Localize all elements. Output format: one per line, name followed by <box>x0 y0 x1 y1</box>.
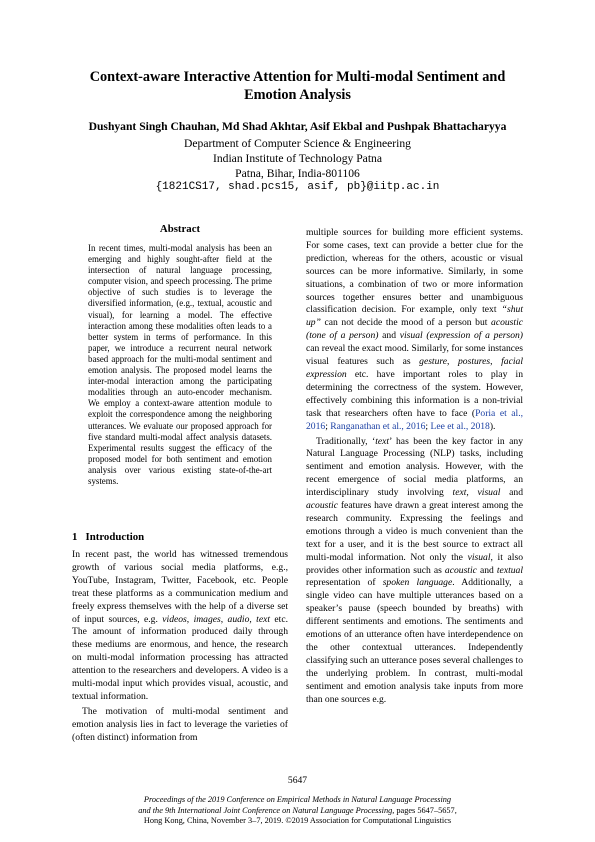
text-run: , <box>490 356 502 368</box>
text-run: ’ has been the key factor in any Natural Language Processing (NLP) tasks, including sentiment and emotion analysis. However, with the recent emergence of social media platforms, an interdisciplinary study involving <box>306 435 523 499</box>
footer-line-3 <box>60 816 535 827</box>
page-number: 5647 <box>287 775 308 786</box>
emph-run: acoustic (tone of a person) <box>306 317 523 342</box>
emph-run: acoustic <box>444 564 477 576</box>
text-run: , <box>447 356 458 368</box>
footer-venue: and the 9th International Joint Conference on Natural Language Processing <box>138 805 393 815</box>
emph-run: spoken language <box>382 577 453 589</box>
affiliation-address: Patna, Bihar, India-801106 <box>235 167 360 180</box>
emph-run: audio <box>227 613 250 625</box>
text-run: and <box>378 330 400 342</box>
text-run: features have drawn a great interest among the research community. Expressing the feelings and emotions through a video is much convenient than the text for a user, and it is the best source to extract all multi-modal information. Not only the <box>306 500 523 563</box>
emph-run: visual (expression of a person) <box>399 330 523 342</box>
text-run: etc. have important roles to play in determining the correctness of the system. However, effectively combining this information is a non-trivial task that researchers often have to face ( <box>306 368 523 419</box>
title-line-2: Emotion Analysis <box>244 87 351 103</box>
footer-copyright: ©2019 Association for Computational Linguistics <box>285 816 452 826</box>
text-run: etc. The amount of information produced daily through these mediums are enormous, and hence, the research on multi-modal information processing has attracted attention to the researchers and developers. A video is a multi-modal input which provides visual, acoustic, and textual information. <box>72 613 288 702</box>
intro-paragraph-3 <box>306 436 523 707</box>
text-run: can reveal the exact mood. Similarly, for some instances visual features such as <box>306 343 523 368</box>
emph-run: postures <box>458 356 491 368</box>
text-run: Traditionally, ‘ <box>316 435 376 447</box>
text-run: , <box>249 613 257 625</box>
text-run: , <box>186 613 194 625</box>
paper-title <box>60 68 535 104</box>
footer-location: Hong Kong, China, November 3–7, 2019. <box>143 816 284 826</box>
abstract-heading: Abstract <box>159 223 201 235</box>
abstract-text: In recent times, multi-modal analysis has been an emerging and highly sought-after field at the intersection of natural language processing, computer vision, and speech processing. The prime objective of such studies is to leverage the diversified information, (e.g., textual, acoustic and visual), for learning a model. The effective interaction among these modalities often leads to a better system in terms of performance. In this paper, we introduce a recurrent neural network based approach for the multi-modal sentiment and emotion analysis. The proposed model learns the inter-modal interaction among the participating modalities through an auto-encoder mechanism. We employ a context-aware attention module to exploit the correspondence among the neighboring utterances. We evaluate our proposed approach for five standard multi-modal affect analysis datasets. Experimental results suggest the efficacy of the proposed model for both sentiment and emotion analysis over various existing state-of-the-art systems. <box>88 243 272 486</box>
author-list: Dushyant Singh Chauhan, Md Shad Akhtar, Asif Ekbal and Pushpak Bhattacharyya <box>88 120 507 133</box>
text-run: ; <box>425 420 431 432</box>
intro-paragraph-2-start <box>72 706 288 745</box>
affiliation-department: Department of Computer Science & Engineering <box>184 137 411 150</box>
proceedings-footer <box>60 795 535 827</box>
section-heading <box>72 531 144 543</box>
text-run: , <box>220 613 228 625</box>
citation-link[interactable]: Poria et al., 2016 <box>306 407 523 432</box>
author-emails: {1821CS17, shad.pcs15, asif, pb}@iitp.ac.in <box>155 181 440 193</box>
emph-run: visual <box>477 487 501 499</box>
title-line-1: Context-aware Interactive Attention for Multi-modal Sentiment and <box>89 69 506 85</box>
emph-run: images <box>193 613 221 625</box>
left-column-body <box>72 549 288 745</box>
emph-run: textual <box>496 564 523 576</box>
emph-run: gesture <box>419 356 448 368</box>
emph-run: text <box>375 435 390 447</box>
emph-run: acoustic <box>306 500 338 512</box>
text-run: , <box>466 487 478 499</box>
footer-line-1: Proceedings of the 2019 Conference on Empirical Methods in Natural Language Processing <box>143 795 452 804</box>
text-run: In recent past, the world has witnessed tremendous growth of various social media platforms, e.g., YouTube, Instagram, Twitter, Facebook, etc. People treat these platforms as a communication medium and freely express themselves with the help of a diverse set of input sources, e.g. <box>72 549 288 625</box>
affiliation-institute: Indian Institute of Technology Patna <box>213 152 382 165</box>
text-run: representation of <box>306 577 383 589</box>
citation-link[interactable]: Ranganathan et al., 2016 <box>330 420 426 432</box>
intro-paragraph-2-cont <box>306 227 523 434</box>
emph-run: videos <box>162 613 187 625</box>
footer-line-2 <box>60 806 535 817</box>
text-run: and <box>476 564 497 576</box>
text-run: can not decide the mood of a person but <box>320 317 492 329</box>
section-number: 1 <box>72 531 78 543</box>
text-run: multiple sources for building more efficient systems. For some cases, text can provide a better clue for the prediction, whereas for the others, acoustic or visual sources can be more informative. Similarly, in some situations, a combination of two or more information sources together ensures better and unambiguous classification decision. For example, only text <box>306 227 523 316</box>
text-run: ; <box>325 420 331 432</box>
emph-run: facial expression <box>306 356 523 380</box>
emph-run: visual <box>467 551 491 563</box>
text-run: and <box>500 487 523 499</box>
text-run: . Additionally, a single video can have multiple utterances based on a speaker’s pause (speech bounded by breaths) with different sentiments and emotions. The sentiments and emotions of an utterance often have interdependence on the other contextual utterances. Independently classifying such an utterance poses several challenges to the underlying problem. In contrast, multi-modal sentiment and emotion analysis take inputs from more than one sources e.g. <box>306 577 523 705</box>
emph-run: text <box>452 487 467 499</box>
intro-paragraph-1 <box>72 549 288 704</box>
text-run: , it also provides other information such as <box>306 551 523 576</box>
text-run: The motivation of multi-modal sentiment and emotion analysis lies in fact to leverage the varieties of (often distinct) information from <box>72 705 288 743</box>
emph-run: text <box>256 613 271 625</box>
right-column-body <box>306 227 523 707</box>
citation-link[interactable]: Lee et al., 2018 <box>430 420 490 432</box>
section-title: Introduction <box>85 531 145 543</box>
text-run: ). <box>489 420 496 432</box>
footer-pages: , pages 5647–5657, <box>392 805 457 815</box>
emph-run: “shut up” <box>306 304 523 329</box>
